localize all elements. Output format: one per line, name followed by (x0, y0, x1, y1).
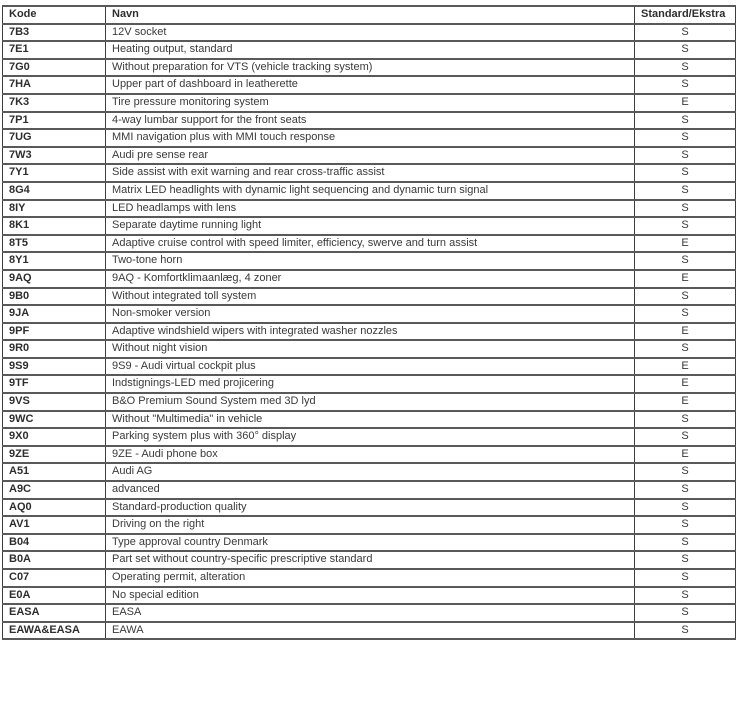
row-standard-ekstra: S (635, 481, 736, 499)
table-row (3, 76, 736, 94)
table-row (3, 516, 736, 534)
table-row (3, 499, 736, 517)
table-row (3, 375, 736, 393)
row-name: Without night vision (106, 340, 635, 358)
row-code: 9S9 (3, 358, 106, 376)
row-name: 9ZE - Audi phone box (106, 446, 635, 464)
table-row (3, 393, 736, 411)
row-code: 8K1 (3, 217, 106, 235)
row-standard-ekstra: E (635, 446, 736, 464)
table-row (3, 551, 736, 569)
table-row (3, 288, 736, 306)
row-name: Upper part of dashboard in leatherette (106, 76, 635, 94)
table-row (3, 428, 736, 446)
row-standard-ekstra: S (635, 200, 736, 218)
row-standard-ekstra: S (635, 76, 736, 94)
row-code: E0A (3, 587, 106, 605)
row-name: Non-smoker version (106, 305, 635, 323)
row-code: AQ0 (3, 499, 106, 517)
row-code: C07 (3, 569, 106, 587)
table-header (3, 6, 736, 24)
row-code: 9R0 (3, 340, 106, 358)
table-row (3, 340, 736, 358)
row-standard-ekstra: S (635, 587, 736, 605)
row-name: Matrix LED headlights with dynamic light sequencing and dynamic turn signal (106, 182, 635, 200)
row-code: 7HA (3, 76, 106, 94)
row-standard-ekstra: S (635, 340, 736, 358)
table-row (3, 112, 736, 130)
row-code: 9AQ (3, 270, 106, 288)
row-standard-ekstra: S (635, 499, 736, 517)
row-name: advanced (106, 481, 635, 499)
row-name: Parking system plus with 360° display (106, 428, 635, 446)
row-name: Audi pre sense rear (106, 147, 635, 165)
row-standard-ekstra: S (635, 463, 736, 481)
row-standard-ekstra: S (635, 428, 736, 446)
row-standard-ekstra: E (635, 393, 736, 411)
row-name: MMI navigation plus with MMI touch response (106, 129, 635, 147)
row-name: Indstignings-LED med projicering (106, 375, 635, 393)
row-name: Separate daytime running light (106, 217, 635, 235)
row-standard-ekstra: E (635, 235, 736, 253)
row-code: B0A (3, 551, 106, 569)
table-row (3, 200, 736, 218)
equipment-code-table (2, 5, 736, 640)
row-code: 7E1 (3, 41, 106, 59)
table-row (3, 323, 736, 341)
column-header-navn: Navn (106, 6, 635, 24)
row-name: LED headlamps with lens (106, 200, 635, 218)
row-name: 9AQ - Komfortklimaanlæg, 4 zoner (106, 270, 635, 288)
table-row (3, 217, 736, 235)
row-standard-ekstra: S (635, 252, 736, 270)
row-standard-ekstra: E (635, 94, 736, 112)
table-row (3, 270, 736, 288)
row-name: Two-tone horn (106, 252, 635, 270)
table-row (3, 59, 736, 77)
row-standard-ekstra: S (635, 411, 736, 429)
row-name: Audi AG (106, 463, 635, 481)
table-row (3, 446, 736, 464)
table-row (3, 463, 736, 481)
table-row (3, 129, 736, 147)
row-standard-ekstra: S (635, 622, 736, 640)
table-row (3, 252, 736, 270)
table-row (3, 41, 736, 59)
table-row (3, 534, 736, 552)
row-name: 4-way lumbar support for the front seats (106, 112, 635, 130)
row-code: 7W3 (3, 147, 106, 165)
row-code: A51 (3, 463, 106, 481)
row-standard-ekstra: S (635, 569, 736, 587)
row-code: 7UG (3, 129, 106, 147)
row-code: EASA (3, 604, 106, 622)
row-name: Side assist with exit warning and rear cross-traffic assist (106, 164, 635, 182)
column-header-kode: Kode (3, 6, 106, 24)
row-standard-ekstra: S (635, 129, 736, 147)
row-name: Without integrated toll system (106, 288, 635, 306)
row-code: 8G4 (3, 182, 106, 200)
column-header-standard-ekstra: Standard/Ekstra (635, 6, 736, 24)
row-standard-ekstra: E (635, 375, 736, 393)
table-body (3, 24, 736, 640)
row-code: B04 (3, 534, 106, 552)
row-name: EAWA (106, 622, 635, 640)
row-code: 9VS (3, 393, 106, 411)
row-standard-ekstra: S (635, 164, 736, 182)
row-code: 8IY (3, 200, 106, 218)
table-row (3, 358, 736, 376)
row-standard-ekstra: S (635, 516, 736, 534)
row-standard-ekstra: S (635, 604, 736, 622)
row-name: Adaptive cruise control with speed limiter, efficiency, swerve and turn assist (106, 235, 635, 253)
table-row (3, 94, 736, 112)
row-name: EASA (106, 604, 635, 622)
row-code: 9B0 (3, 288, 106, 306)
row-standard-ekstra: S (635, 288, 736, 306)
row-name: 12V socket (106, 24, 635, 42)
row-name: Driving on the right (106, 516, 635, 534)
row-code: 9JA (3, 305, 106, 323)
row-name: Without preparation for VTS (vehicle tracking system) (106, 59, 635, 77)
row-standard-ekstra: S (635, 112, 736, 130)
row-code: AV1 (3, 516, 106, 534)
table-row (3, 587, 736, 605)
row-standard-ekstra: S (635, 534, 736, 552)
table-row (3, 164, 736, 182)
header-row (3, 6, 736, 24)
row-code: A9C (3, 481, 106, 499)
row-code: 7Y1 (3, 164, 106, 182)
row-name: Part set without country-specific prescriptive standard (106, 551, 635, 569)
row-name: B&O Premium Sound System med 3D lyd (106, 393, 635, 411)
row-standard-ekstra: S (635, 24, 736, 42)
table-row (3, 569, 736, 587)
row-code: 7G0 (3, 59, 106, 77)
row-name: Standard-production quality (106, 499, 635, 517)
row-name: Type approval country Denmark (106, 534, 635, 552)
table-row (3, 182, 736, 200)
table-row (3, 604, 736, 622)
row-standard-ekstra: S (635, 217, 736, 235)
row-code: 9X0 (3, 428, 106, 446)
row-code: 8Y1 (3, 252, 106, 270)
row-code: 9ZE (3, 446, 106, 464)
row-standard-ekstra: S (635, 182, 736, 200)
row-code: 7P1 (3, 112, 106, 130)
row-standard-ekstra: S (635, 41, 736, 59)
table-row (3, 411, 736, 429)
row-name: Tire pressure monitoring system (106, 94, 635, 112)
row-code: 9WC (3, 411, 106, 429)
row-code: 9TF (3, 375, 106, 393)
row-name: No special edition (106, 587, 635, 605)
row-code: 8T5 (3, 235, 106, 253)
row-standard-ekstra: E (635, 270, 736, 288)
row-name: Operating permit, alteration (106, 569, 635, 587)
table-row (3, 305, 736, 323)
row-code: 7B3 (3, 24, 106, 42)
row-standard-ekstra: S (635, 305, 736, 323)
row-name: Without "Multimedia" in vehicle (106, 411, 635, 429)
row-standard-ekstra: S (635, 551, 736, 569)
row-name: Adaptive windshield wipers with integrated washer nozzles (106, 323, 635, 341)
table-row (3, 622, 736, 640)
table-row (3, 24, 736, 42)
row-name: 9S9 - Audi virtual cockpit plus (106, 358, 635, 376)
row-standard-ekstra: E (635, 358, 736, 376)
row-code: EAWA&EASA (3, 622, 106, 640)
row-standard-ekstra: S (635, 59, 736, 77)
row-standard-ekstra: E (635, 323, 736, 341)
table-row (3, 147, 736, 165)
row-code: 7K3 (3, 94, 106, 112)
row-name: Heating output, standard (106, 41, 635, 59)
row-code: 9PF (3, 323, 106, 341)
row-standard-ekstra: S (635, 147, 736, 165)
table-row (3, 235, 736, 253)
table-row (3, 481, 736, 499)
